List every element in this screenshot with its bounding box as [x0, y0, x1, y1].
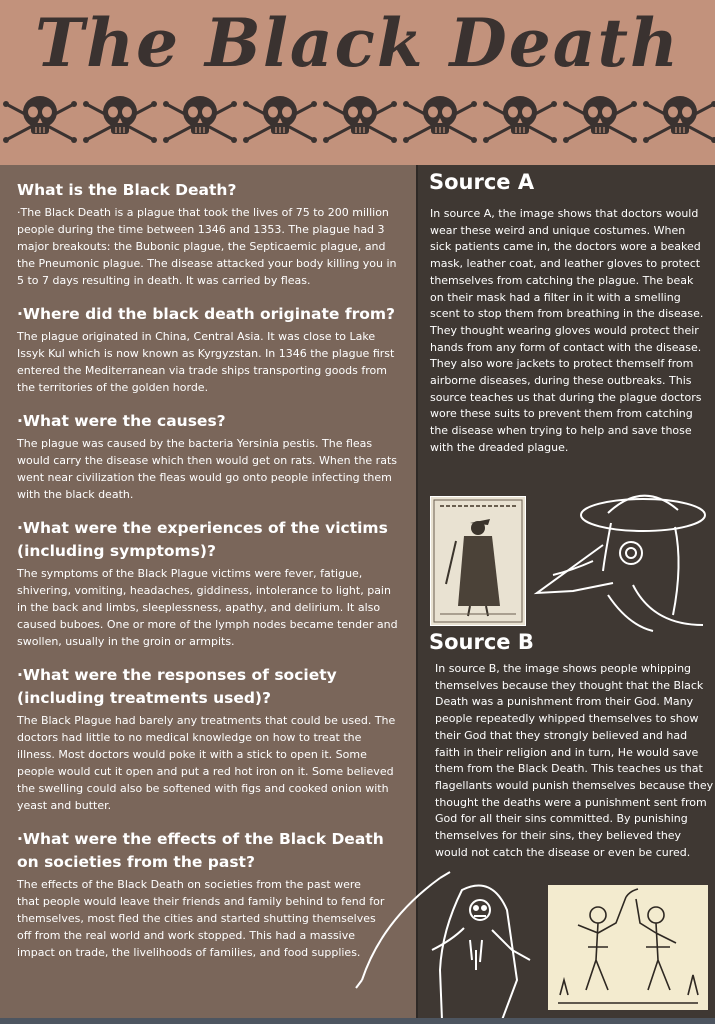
plague-doctor-mask-image — [533, 475, 711, 633]
section-heading: ·What were the causes? — [17, 412, 226, 430]
plague-doctor-engraving-image — [430, 496, 526, 626]
section-text: ·The Black Death is a plague that took the lives of 75 to 200 million people during the time between 1346 and 1353. The plague had 3 major breakouts: the Bubonic plague, the Septicaemic plague, and the Pneumonic plague. The disease attacked your body killing you in 5 to 7 days resulting in death. It was carried by fleas. — [17, 206, 397, 287]
source-a-text: In source A, the image shows that doctors would wear these weird and unique costumes. When sick patients came in, the doctors wore a beaked mask, leather coat, and leather gloves to protect themselves from catching the plague. The beak on their mask had a filter in it with a smelling scent to stop them from breathing in the disease. They thought wearing gloves would protect their hands from any form of contact with the disease. They also wore jackets to protect themself from airborne diseases, during these outbreaks. This source teaches us that during the plague doctors wore these suits to prevent them from catching the disease when trying to help and save those with the dreaded plague. — [430, 207, 704, 454]
bottom-bar — [0, 1018, 715, 1024]
flagellants-woodcut-image — [548, 885, 708, 1010]
grim-reaper-scythe-image — [352, 870, 552, 1020]
section-heading: What is the Black Death? — [17, 181, 237, 199]
section-text: The symptoms of the Black Plague victims were fever, fatigue, shivering, vomiting, headaches, giddiness, intolerance to light, pain in the back and limbs, sleeplessness, apathy, and delirium. It also caused buboes. One or more of the lymph nodes became tender and swollen, usually in the groin or armpits. — [17, 567, 398, 648]
section-text: The effects of the Black Death on societies from the past were that people would leave their friends and family behind to fend for themselves, most fled the cities and started shutting themselves off from the real world and work stopped. This had a massive impact on trade, the livelihoods of families, and food supplies. — [17, 878, 385, 959]
section-heading: ·Where did the black death originate from? — [17, 305, 396, 323]
section-heading: ·What were the experiences of the victims (including symptoms)? — [17, 519, 388, 560]
section-heading: ·What were the responses of society (including treatments used)? — [17, 666, 337, 707]
section-text: The plague originated in China, Central Asia. It was close to Lake Issyk Kul which is now known as Kyrgyzstan. In 1346 the plague first entered the Mediterranean via trade ships transporting goods from the territories of the golden horde. — [17, 330, 395, 394]
section-text: The Black Plague had barely any treatments that could be used. The doctors had little to no medical knowledge on how to treat the illness. Most doctors would poke it with a stick to open it. Some people would cut it open and put a red hot iron on it. Some believed the swelling could also be softened with figs and cooked onion with yeast and butter. — [17, 714, 396, 812]
source-b-title: Source B — [429, 630, 534, 654]
section-text: The plague was caused by the bacteria Yersinia pestis. The fleas would carry the disease which then would get on rats. When the rats went near civilization the fleas would go onto people infecting them with the black death. — [17, 437, 397, 501]
skull-crossbones-border-icon — [0, 92, 715, 164]
header-banner — [0, 0, 715, 165]
section-heading: ·What were the effects of the Black Death on societies from the past? — [17, 830, 384, 871]
source-a-title: Source A — [429, 170, 535, 194]
source-b-text: In source B, the image shows people whipping themselves because they thought that the Black Death was a punishment from their God. Many people repeatedly whipped themselves to show their God that they strongly believed and had faith in their religion and in turn, He would save them from the Black Death. This teaches us that flagellants would punish themselves because they thought the deaths were a punishment sent from God for all their sins committed. By punishing themselves for their sins, they believed they would not catch the disease or even be cured. — [435, 662, 714, 859]
page-title: The Black Death — [34, 4, 681, 82]
